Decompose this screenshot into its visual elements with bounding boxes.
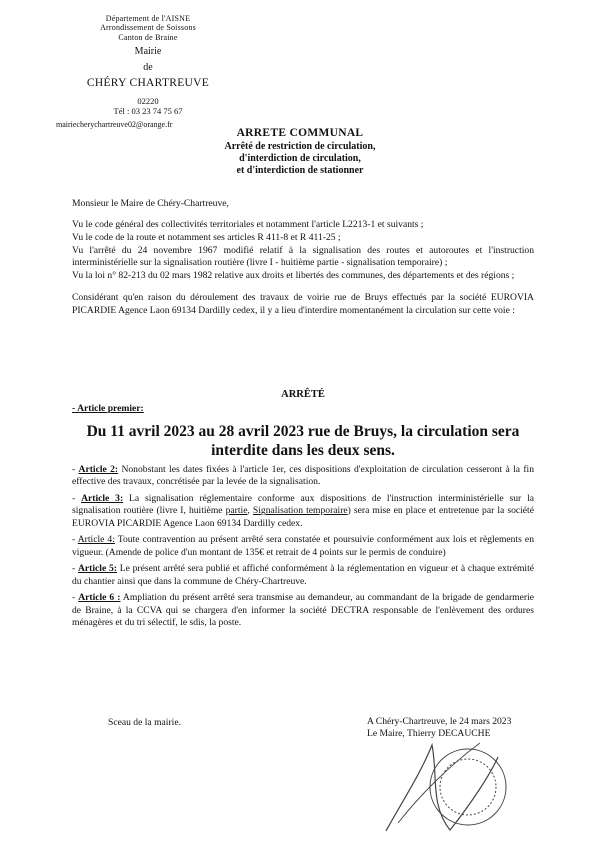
vu-clause: Vu le code général des collectivités territoriales et notamment l'article L2213-1 et suivants ;: [72, 219, 424, 231]
article-dash: -: [72, 464, 79, 475]
vu-clause: Vu l'arrêté du 24 novembre 1967 modifié relatif à la signalisation des routes et autoroutes et l'instruction interministérielle sur la signalisation routière (livre I - huitième partie - signalisation temporaire) ;: [72, 245, 534, 269]
commune-name: CHÉRY CHARTREUVE: [86, 76, 210, 89]
vu-clause: Vu la loi n° 82-213 du 02 mars 1982 relative aux droits et libertés des communes, des départements et des régions ;: [72, 270, 515, 282]
article-1-headline: [72, 423, 534, 461]
article-3-underlined-2: Signalisation temporaire: [252, 505, 348, 517]
article-1-label: - Article premier:: [72, 403, 144, 414]
signature-stroke: [386, 745, 498, 831]
decree-subtitle-3: et d'interdiction de stationner: [236, 164, 364, 176]
decree-main-title: ARRETE COMMUNAL: [236, 127, 364, 139]
preamble: [72, 198, 534, 317]
mairie-header: [58, 14, 238, 129]
article-3-separator: ,: [247, 505, 253, 517]
headline-line-2: interdite dans les deux sens.: [211, 441, 395, 459]
article-dash: -: [72, 563, 78, 575]
decree-subtitle-2: d'interdiction de circulation,: [239, 152, 361, 164]
article-2-text: Nonobstant les dates fixées à l'article 1er, ces dispositions d'exploitation de circulation cesseront à la fin effective des travaux, concrétisée par la levée de la signalisation.: [72, 464, 534, 488]
seal-label: Sceau de la mairie.: [108, 717, 181, 728]
seal-outer-ring: [430, 749, 506, 825]
decree-title: [150, 127, 450, 177]
article-dash: -: [72, 534, 78, 546]
de-line: de: [143, 62, 153, 74]
article-3-underlined-1: partie: [225, 505, 248, 517]
article-5: [72, 563, 534, 588]
vu-clause: Vu le code de la route et notamment ses articles R 411-8 et R 411-25 ;: [72, 232, 341, 244]
canton-line: Canton de Braine: [118, 32, 178, 42]
article-5-label: Article 5:: [77, 563, 117, 575]
signer-name: Le Maire, Thierry DECAUCHE: [367, 728, 491, 740]
article-5-text: Le présent arrêté sera publié et affiché conformément à la réglementation en vigueur et à chaque extrémité du chantier ainsi que dans la commune de Chéry-Chartreuve.: [72, 563, 535, 587]
article-dash: -: [72, 492, 82, 504]
department-line: Département de l'AISNE: [105, 14, 191, 23]
mairie-line: Mairie: [134, 46, 162, 58]
article-3-text-a: La signalisation réglementaire conforme aux dispositions de l'instruction interministérielle sur la signalisation routière (livre I, huitième: [72, 492, 535, 517]
arrete-heading: ARRÊTÉ: [281, 389, 325, 400]
article-3-label: Article 3:: [81, 492, 124, 504]
article-4-label: Article 4:: [77, 534, 115, 546]
mayor-line: Monsieur le Maire de Chéry-Chartreuve,: [72, 198, 229, 209]
headline-line-1: Du 11 avril 2023 au 28 avril 2023 rue de Bruys, la circulation sera: [86, 423, 520, 440]
article-2-label: Article 2:: [78, 464, 119, 475]
postal-code: 02220: [137, 96, 159, 107]
article-dash: -: [72, 592, 79, 604]
phone-line: Tél : 03 23 74 75 67: [113, 106, 183, 117]
mairie-seal-and-signature: [380, 735, 530, 835]
email-line: mairiecherychartreuve02@orange.fr: [56, 119, 173, 129]
article-4: [72, 534, 534, 559]
place-date: A Chéry-Chartreuve, le 24 mars 2023: [367, 716, 512, 727]
decree-subtitle-1: Arrêté de restriction de circulation,: [224, 140, 376, 152]
article-4-text: Toute contravention au présent arrêté sera constatée et poursuivie conformément aux lois et règlements en vigueur. (Amende de police d'un montant de 135€ et retrait de 4 points sur le permis de conduire): [72, 534, 534, 558]
article-2: [72, 464, 534, 489]
article-6: [72, 592, 534, 629]
article-6-text: Ampliation du présent arrêté sera transmise au demandeur, au commandant de la brigade de gendarmerie de Braine, à la CCVA qui se chargera d'en informer la société DECTRA responsable de l'enlèvement des ordures ménagères et du tri sélectif, le sdis, la poste.: [72, 592, 534, 629]
considerant-clause: Considérant qu'en raison du déroulement des travaux de voirie rue de Bruys effectués par la société EUROVIA PICARDIE Agence Laon 69134 Dardilly cedex, il y a lieu d'interdire momentanément la circulation sur cette voie :: [72, 292, 534, 316]
article-3-text-b: ) sera mise en place et entretenue par la société EUROVIA PICARDIE Agence Laon 69134 Dardilly cedex.: [72, 505, 534, 529]
arrondissement-line: Arrondissement de Soissons: [100, 23, 196, 33]
article-3: [72, 493, 534, 530]
article-6-label: Article 6 :: [78, 592, 121, 604]
articles: [72, 464, 534, 634]
